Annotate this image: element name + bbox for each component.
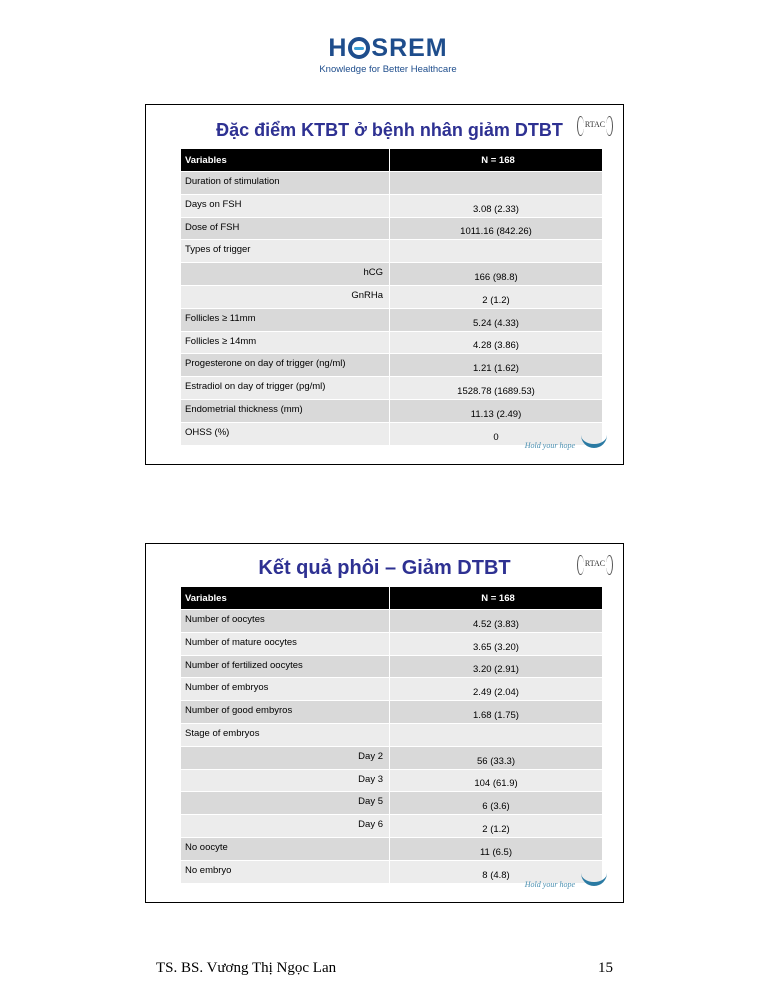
table-row bbox=[181, 677, 602, 700]
table-row bbox=[181, 655, 602, 678]
row-value: 4.52 (3.83) bbox=[390, 609, 602, 632]
row-label: Endometrial thickness (mm) bbox=[181, 399, 390, 422]
column-header-n: N = 168 bbox=[390, 587, 602, 609]
hosrem-logo bbox=[318, 34, 458, 75]
column-header-variables: Variables bbox=[181, 587, 390, 609]
table-row bbox=[181, 262, 602, 285]
row-value: 11 (6.5) bbox=[390, 837, 602, 860]
row-label: Follicles ≥ 14mm bbox=[181, 331, 390, 354]
row-label: Dose of FSH bbox=[181, 217, 390, 240]
table-row bbox=[181, 746, 602, 769]
row-label: Number of embryos bbox=[181, 677, 390, 700]
slide-stimulation-characteristics bbox=[145, 104, 624, 465]
row-label: No embryo bbox=[181, 860, 390, 883]
table-row bbox=[181, 194, 602, 217]
column-header-variables: Variables bbox=[181, 149, 390, 171]
table-row bbox=[181, 353, 602, 376]
row-label: Number of good embyros bbox=[181, 700, 390, 723]
row-label: Day 3 bbox=[181, 769, 390, 792]
row-value bbox=[390, 171, 602, 194]
row-value: 4.28 (3.86) bbox=[390, 331, 602, 354]
table-row bbox=[181, 376, 602, 399]
row-value: 56 (33.3) bbox=[390, 746, 602, 769]
row-label: Follicles ≥ 11mm bbox=[181, 308, 390, 331]
row-value: 3.08 (2.33) bbox=[390, 194, 602, 217]
table-header-row bbox=[181, 587, 602, 609]
row-value: 6 (3.6) bbox=[390, 791, 602, 814]
row-label: Number of fertilized oocytes bbox=[181, 655, 390, 678]
row-value: 11.13 (2.49) bbox=[390, 399, 602, 422]
row-value: 1.21 (1.62) bbox=[390, 353, 602, 376]
row-value: 3.65 (3.20) bbox=[390, 632, 602, 655]
row-label: Estradiol on day of trigger (pg/ml) bbox=[181, 376, 390, 399]
row-value: 2 (1.2) bbox=[390, 814, 602, 837]
row-value: 2 (1.2) bbox=[390, 285, 602, 308]
page-number: 15 bbox=[598, 960, 613, 976]
table-row bbox=[181, 769, 602, 792]
table-row bbox=[181, 700, 602, 723]
rtac-badge: RTAC bbox=[579, 554, 611, 574]
row-label: Types of trigger bbox=[181, 239, 390, 262]
row-label: Day 5 bbox=[181, 791, 390, 814]
table-row bbox=[181, 632, 602, 655]
slide-title: Đặc điểm KTBT ở bệnh nhân giảm DTBT bbox=[216, 120, 563, 140]
table-header-row bbox=[181, 149, 602, 171]
row-label: hCG bbox=[181, 262, 390, 285]
row-value bbox=[390, 723, 602, 746]
row-value: 2.49 (2.04) bbox=[390, 677, 602, 700]
row-value: 1.68 (1.75) bbox=[390, 700, 602, 723]
row-value: 166 (98.8) bbox=[390, 262, 602, 285]
row-value bbox=[390, 239, 602, 262]
row-label: Stage of embryos bbox=[181, 723, 390, 746]
column-header-n: N = 168 bbox=[390, 149, 602, 171]
footer-author: TS. BS. Vương Thị Ngọc Lan bbox=[156, 960, 337, 976]
row-value: 1528.78 (1689.53) bbox=[390, 376, 602, 399]
table-row bbox=[181, 331, 602, 354]
logo-globe-icon bbox=[348, 37, 370, 59]
swoosh-icon bbox=[581, 432, 607, 448]
row-label: Day 6 bbox=[181, 814, 390, 837]
stimulation-table bbox=[181, 149, 602, 445]
table-row bbox=[181, 791, 602, 814]
row-label: GnRHa bbox=[181, 285, 390, 308]
table-row bbox=[181, 399, 602, 422]
slide-title: Kết quả phôi – Giảm DTBT bbox=[258, 557, 511, 579]
row-label: Duration of stimulation bbox=[181, 171, 390, 194]
embryo-table bbox=[181, 587, 602, 883]
row-label: Number of oocytes bbox=[181, 609, 390, 632]
table-row bbox=[181, 837, 602, 860]
table-row bbox=[181, 239, 602, 262]
row-label: Progesterone on day of trigger (ng/ml) bbox=[181, 353, 390, 376]
row-label: Day 2 bbox=[181, 746, 390, 769]
row-value: 104 (61.9) bbox=[390, 769, 602, 792]
table-row bbox=[181, 171, 602, 194]
hope-watermark: Hold your hope bbox=[524, 441, 575, 450]
row-label: Days on FSH bbox=[181, 194, 390, 217]
swoosh-icon bbox=[581, 870, 607, 886]
table-row bbox=[181, 285, 602, 308]
row-value: 0 bbox=[390, 422, 602, 445]
slide-embryo-results bbox=[145, 543, 624, 903]
table-row bbox=[181, 609, 602, 632]
table-row bbox=[181, 723, 602, 746]
hope-watermark: Hold your hope bbox=[524, 880, 575, 889]
row-value: 1011.16 (842.26) bbox=[390, 217, 602, 240]
logo-wordmark: H SREM bbox=[328, 34, 448, 62]
table-row bbox=[181, 217, 602, 240]
row-value: 3.20 (2.91) bbox=[390, 655, 602, 678]
logo-tagline: Knowledge for Better Healthcare bbox=[319, 64, 457, 75]
row-value: 5.24 (4.33) bbox=[390, 308, 602, 331]
row-label: Number of mature oocytes bbox=[181, 632, 390, 655]
row-value: 8 (4.8) bbox=[390, 860, 602, 883]
table-row bbox=[181, 308, 602, 331]
table-row bbox=[181, 814, 602, 837]
rtac-badge: RTAC bbox=[579, 115, 611, 135]
row-label: OHSS (%) bbox=[181, 422, 390, 445]
row-label: No oocyte bbox=[181, 837, 390, 860]
